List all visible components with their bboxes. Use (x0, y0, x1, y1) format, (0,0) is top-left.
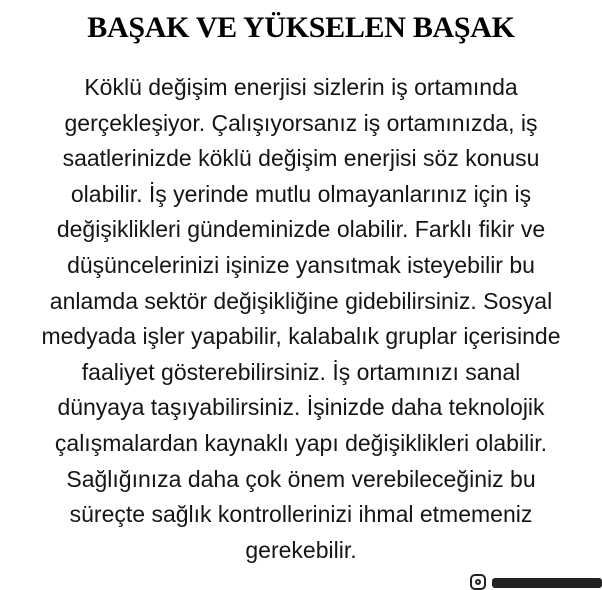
text-line: gerekebilir. (245, 536, 357, 563)
text-line: Köklü değişim enerjisi sizlerin iş ortamında (84, 74, 518, 100)
text-line: anlamda sektör değişikliğine gidebilirsiniz. Sosyal (49, 287, 553, 314)
text-line: değişiklikleri gündeminizde olabilir. Farklı fikir ve (56, 216, 546, 243)
text-line: gerçekleşiyor. Çalışıyorsanız iş ortamınızda, iş (64, 109, 538, 136)
page-title: BAŞAK VE YÜKSELEN BAŞAK (87, 11, 515, 44)
watermark (470, 574, 602, 588)
text-line: medyada işler yapabilir, kalabalık gruplar içerisinde (41, 323, 561, 350)
text-line: çalışmalardan kaynaklı yapı değişiklikleri olabilir. (54, 429, 548, 456)
text-line: faaliyet gösterebilirsiniz. İş ortamınızı sanal (81, 358, 521, 385)
instagram-icon (470, 574, 486, 590)
text-line: düşüncelerinizi işinize yansıtmak isteyebilir bu (67, 251, 535, 278)
horoscope-text (0, 70, 602, 568)
text-line: dünyaya taşıyabilirsiniz. İşinizde daha teknolojik (57, 394, 545, 421)
text-line: Sağlığınıza daha çok önem verebileceğiniz bu (66, 465, 536, 492)
watermark-handle (492, 578, 602, 588)
text-line: saatlerinizde köklü değişim enerjisi söz konusu (62, 145, 540, 172)
text-line: süreçte sağlık kontrollerinizi ihmal etmemeniz (69, 501, 533, 528)
text-line: olabilir. İş yerinde mutlu olmayanlarınız için iş (70, 180, 532, 207)
